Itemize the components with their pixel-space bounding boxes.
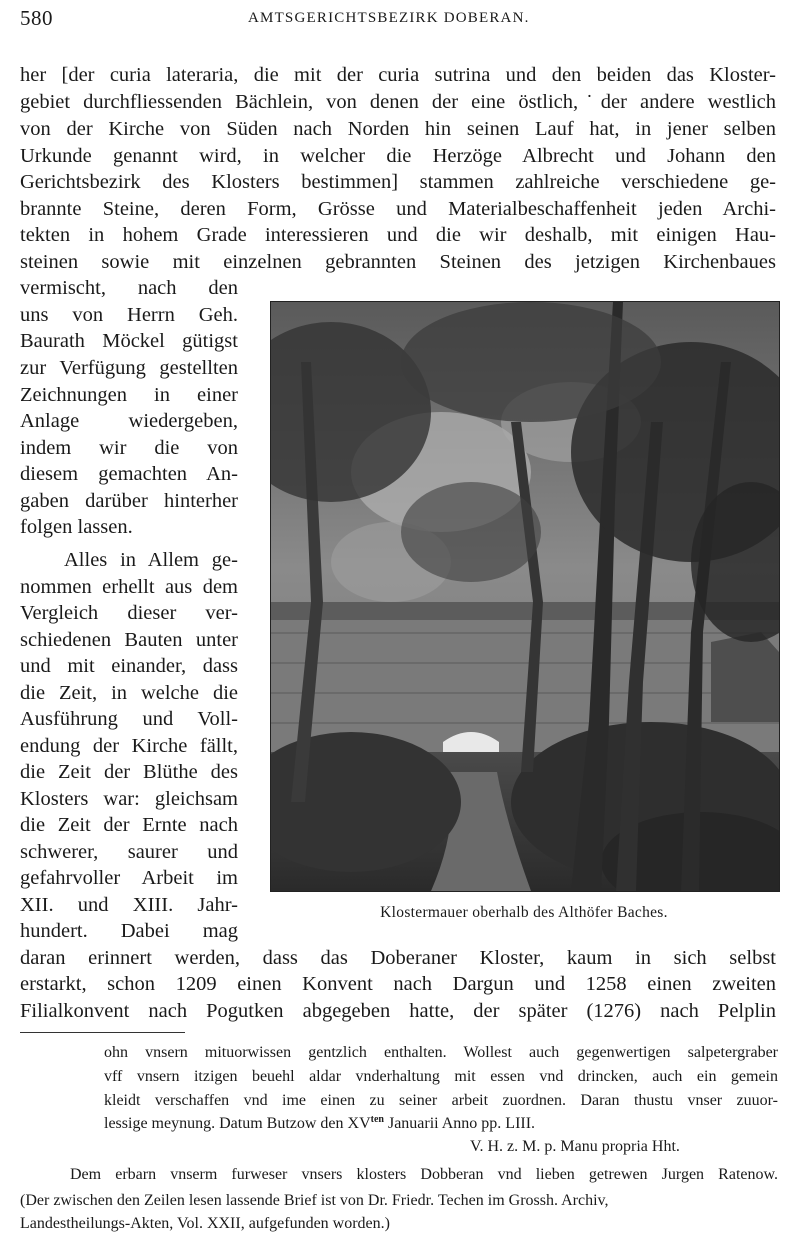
footnote-note: (Der zwischen den Zeilen lesen lassende Brief ist von Dr. Friedr. Techen im Grossh. Archiv, (20, 1192, 609, 1209)
body-line: schiedenen Bauten unter (20, 629, 238, 651)
body-line: her [der curia lateraria, die mit der curia sutrina und den beiden das Kloster- (20, 64, 776, 86)
body-line: Ausführung und Voll- (20, 708, 238, 730)
body-line: Gerichtsbezirk des Klosters bestimmen] stammen zahlreiche verschiedene ge- (20, 171, 776, 193)
body-line: vermischt, nach den (20, 277, 238, 299)
body-line: steinen sowie mit einzelnen gebrannten Steinen des jetzigen Kirchenbaues (20, 251, 776, 273)
body-line: Baurath Möckel gütigst (20, 330, 238, 352)
body-line: Klosters war: gleichsam (20, 788, 238, 810)
footnote-date-pre: lessige meynung. Datum Butzow den XV (104, 1115, 371, 1132)
body-line: Urkunde genannt wird, in welcher die Herzöge Albrecht und Johann den (20, 145, 776, 167)
body-line: gefahrvoller Arbeit im (20, 867, 238, 889)
footnote-rule (20, 1032, 185, 1033)
body-line: Filialkonvent nach Pogutken abgegeben hatte, der später (1276) nach Pelplin (20, 1000, 776, 1022)
footnote-note: Landestheilungs-Akten, Vol. XXII, aufgefunden worden.) (20, 1215, 390, 1232)
body-line: folgen lassen. (20, 516, 133, 538)
footnote-date-post: Januarii Anno pp. LIII. (383, 1115, 536, 1132)
body-line: hundert. Dabei mag (20, 920, 238, 942)
body-line: Alles in Allem ge- (64, 549, 238, 571)
body-line: erstarkt, schon 1209 einen Konvent nach Dargun und 1258 einen zweiten (20, 973, 776, 995)
body-line: Anlage wiedergeben, (20, 410, 238, 432)
body-line: nommen erhellt aus dem (20, 576, 238, 598)
body-line: tekten in hohem Grade interessieren und die wir deshalb, mit einigen Hau- (20, 224, 776, 246)
body-line: diesem gemachten An- (20, 463, 238, 485)
body-line: schwerer, saurer und (20, 841, 238, 863)
body-line: daran erinnert werden, dass das Doberaner Kloster, kaum in sich selbst (20, 947, 776, 969)
body-line: zur Verfügung gestellten (20, 357, 238, 379)
footnote-line: ohn vnsern mituorwissen gentzlich enthalten. Wollest auch gegenwertigen salpetergraber (104, 1044, 778, 1061)
page-header (20, 6, 780, 34)
footnote-date-line (104, 1113, 778, 1135)
body-line: Zeichnungen in einer (20, 384, 238, 406)
body-line: von der Kirche von Süden nach Norden hin seinen Lauf hat, in jener selben (20, 118, 776, 140)
photograph-klostermauer (270, 301, 780, 892)
body-line: die Zeit der Blüthe des (20, 761, 238, 783)
body-line: und mit einander, dass (20, 655, 238, 677)
page-number: 580 (20, 6, 53, 30)
running-head: AMTSGERICHTSBEZIRK DOBERAN. (248, 10, 530, 26)
body-line: gaben darüber hinterher (20, 490, 238, 512)
body-line: uns von Herrn Geh. (20, 304, 238, 326)
footnote-line: vff vnsern itzigen beuehl aldar vnderhaltung mit essen vnd drincken, auch ein gemein (104, 1068, 778, 1085)
body-line: die Zeit der Ernte nach (20, 814, 238, 836)
footnote-line: kleidt verschaffen vnd ime einen zu seiner arbeit zuordnen. Daran thustu vnser zuuor- (104, 1092, 778, 1109)
body-line: gebiet durchfliessenden Bächlein, von denen der eine östlich,˙der andere westlich (20, 91, 776, 113)
body-line: XII. und XIII. Jahr- (20, 894, 238, 916)
footnote-address: Dem erbarn vnserm furweser vnsers klosters Dobberan vnd lieben getrewen Jurgen Ratenow. (70, 1166, 778, 1183)
body-line: brannte Steine, deren Form, Grösse und Materialbeschaffenheit jeden Archi- (20, 198, 776, 220)
figure-caption: Klostermauer oberhalb des Althöfer Baches. (380, 904, 668, 921)
body-line: die Zeit, in welche die (20, 682, 238, 704)
footnote-date-sup: ten (370, 1114, 384, 1125)
body-line: indem wir die von (20, 437, 238, 459)
body-line: Vergleich dieser ver- (20, 602, 238, 624)
footnote-signature: V. H. z. M. p. Manu propria Hht. (470, 1138, 680, 1155)
body-line: endung der Kirche fällt, (20, 735, 238, 757)
